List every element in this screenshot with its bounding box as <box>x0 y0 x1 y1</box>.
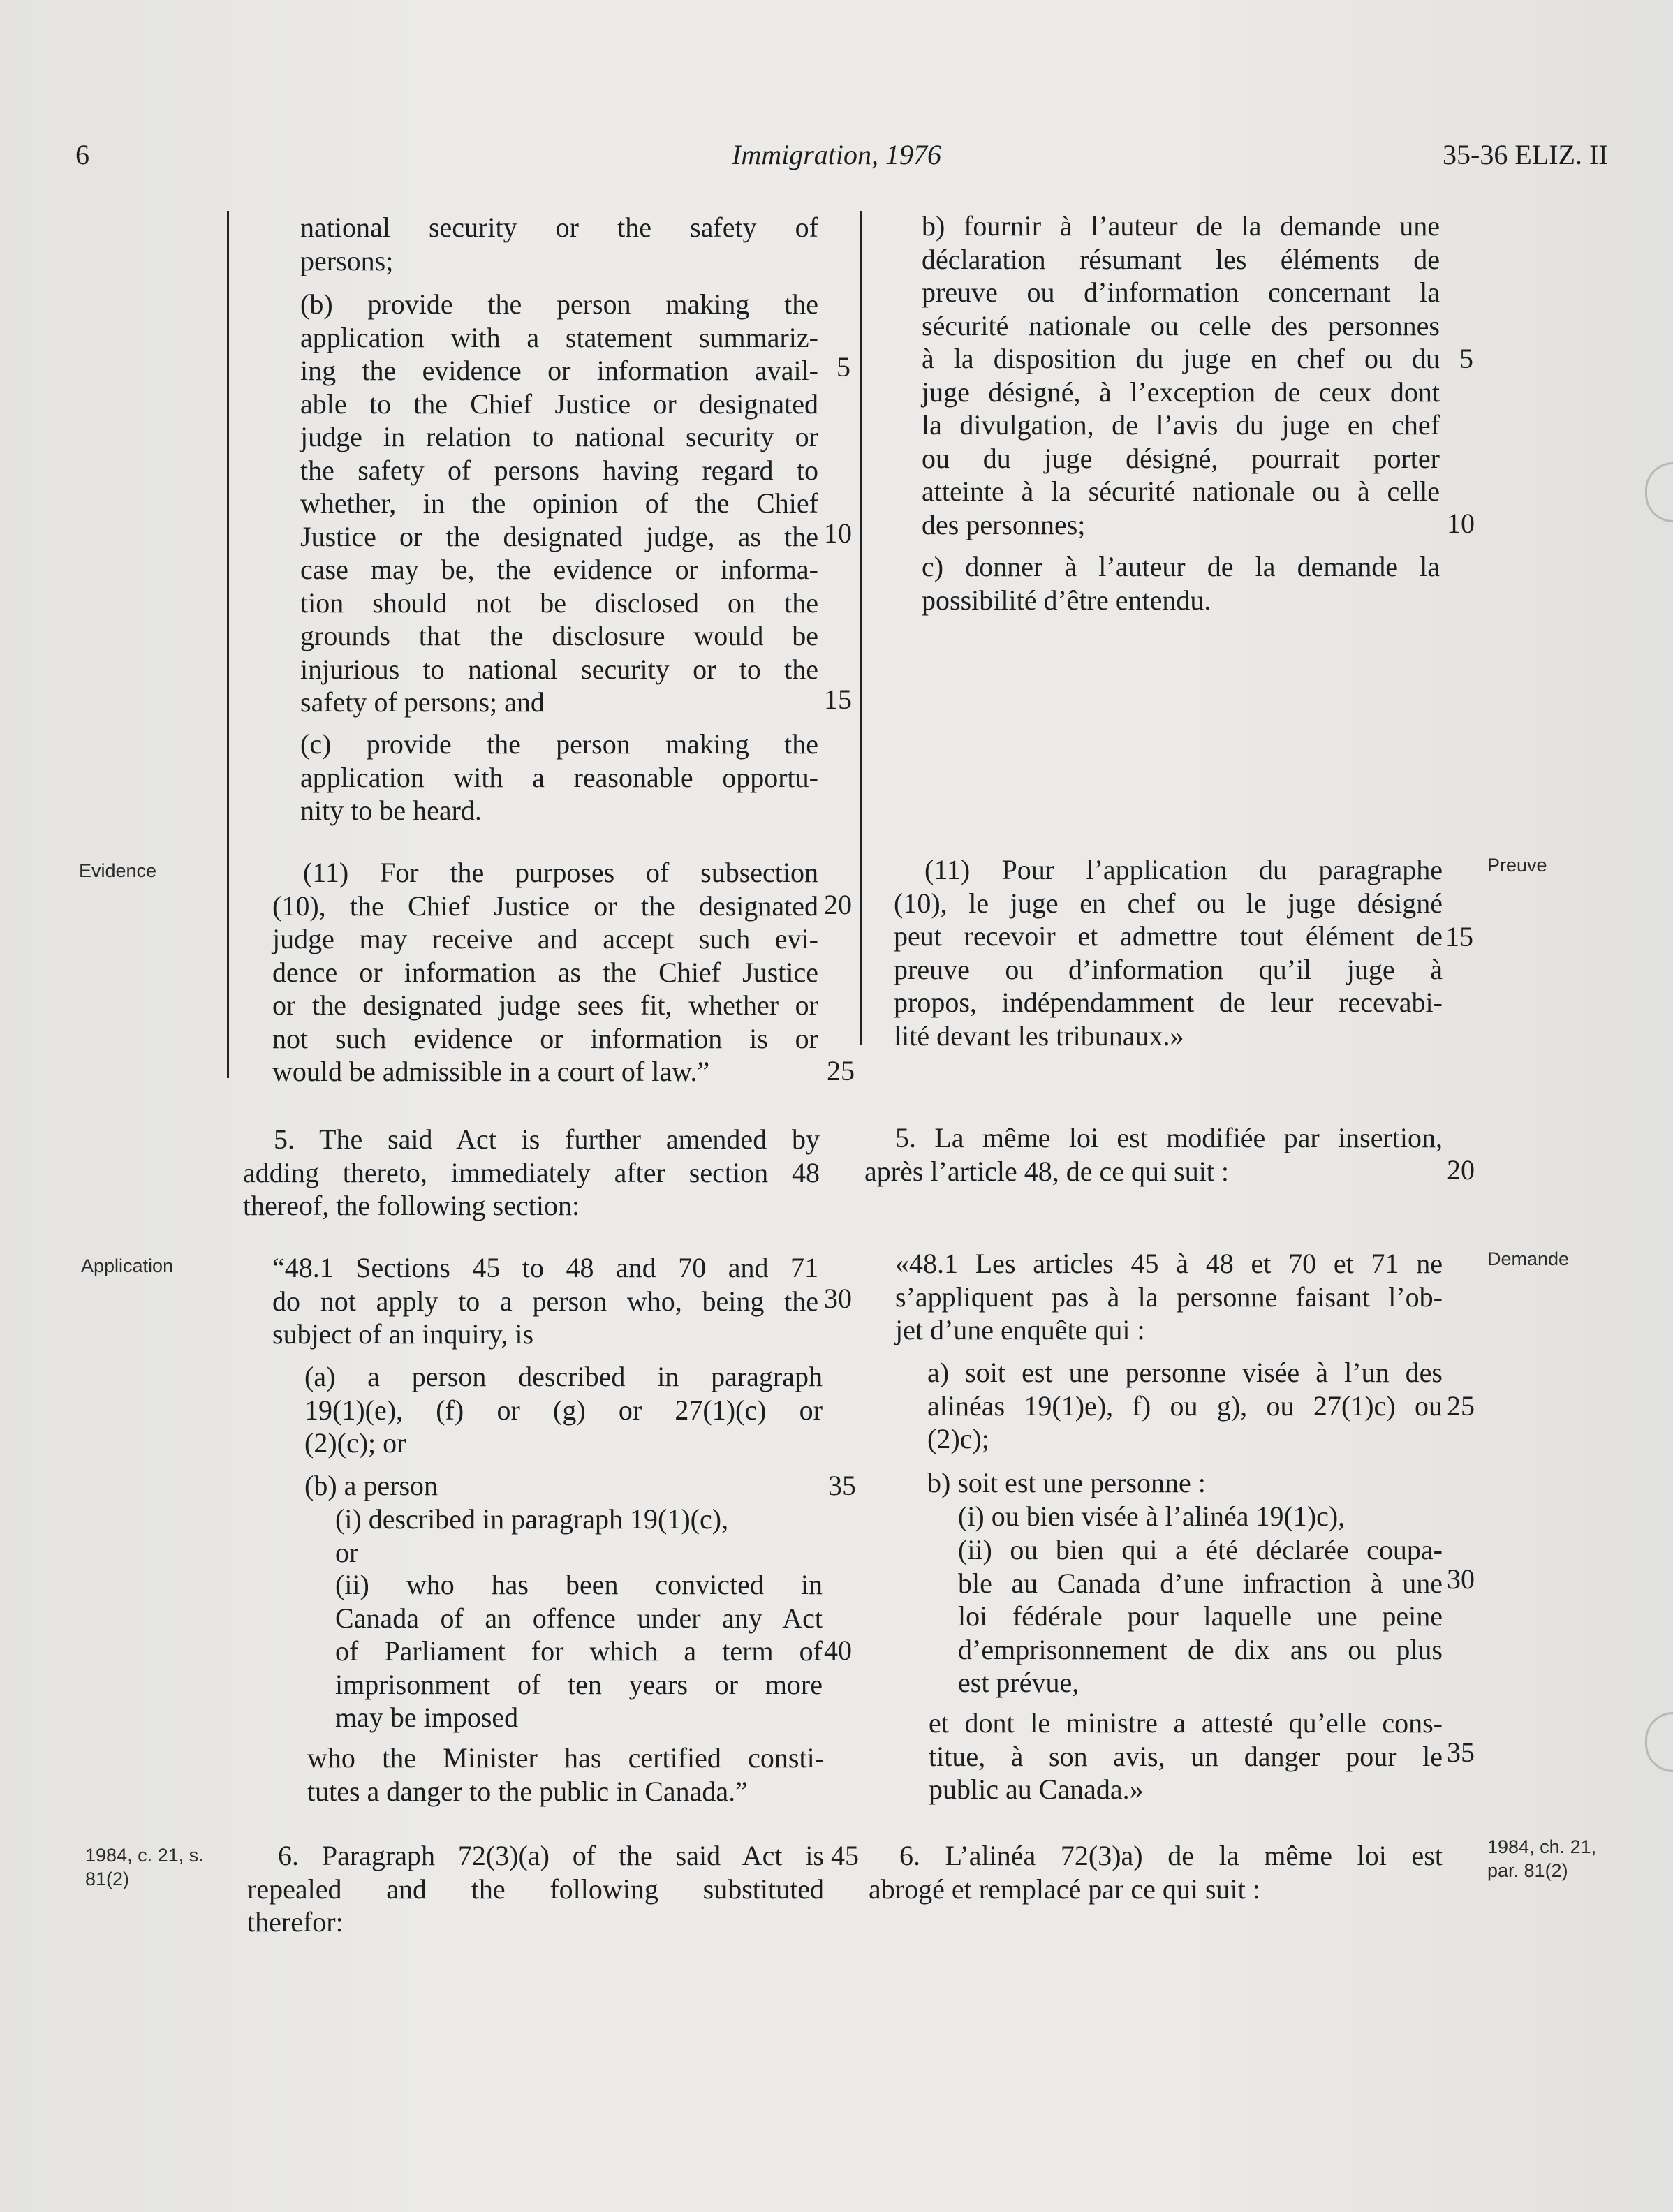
text-line: tutes a danger to the public in Canada.” <box>307 1775 748 1807</box>
text-line: (2)c); <box>927 1423 989 1454</box>
text-line: the safety of persons having regard to <box>300 454 818 486</box>
regnal-year: 35-36 ELIZ. II <box>1443 139 1608 170</box>
en-48-1-a <box>304 1360 823 1460</box>
text-line: (i) described in paragraph 19(1)(c), <box>335 1503 729 1535</box>
text-line: titue, à son avis, un danger pour le <box>929 1740 1443 1772</box>
text-line: des personnes; <box>922 508 1086 540</box>
text-line: 19(1)(e), (f) or (g) or 27(1)(c) or <box>304 1394 823 1426</box>
text-line: nity to be heard. <box>300 795 482 826</box>
text-line: safety of persons; and <box>300 686 545 718</box>
text-line: déclaration résumant les éléments de <box>922 243 1440 275</box>
text-line: judge in relation to national security or <box>300 421 818 452</box>
text-line: preuve ou d’information concernant la <box>922 276 1440 308</box>
text-line: dence or information as the Chief Justice <box>272 956 818 988</box>
fr-section-5 <box>864 1121 1443 1188</box>
text-line: of Parliament for which a term of <box>335 1635 823 1667</box>
text-line: (ii) ou bien qui a été déclarée coupa- <box>958 1534 1443 1565</box>
text-line: (b) provide the person making the <box>300 288 818 320</box>
revision-bar-right <box>860 211 862 1045</box>
line-number: 10 <box>1447 508 1475 539</box>
text-line: s’appliquent pas à la personne faisant l’ob- <box>895 1281 1443 1313</box>
en-paragraph-b <box>300 288 818 719</box>
text-line: à la disposition du juge en chef ou du <box>922 343 1440 374</box>
text-line: juge désigné, à l’exception de ceux dont <box>922 376 1440 408</box>
text-line: persons; <box>300 244 394 276</box>
text-line: grounds that the disclosure would be <box>300 620 818 651</box>
text-line: case may be, the evidence or informa- <box>300 554 818 585</box>
text-line: 6. L’alinéa 72(3)a) de la même loi est <box>899 1840 1443 1871</box>
text-line: (c) provide the person making the <box>300 728 818 760</box>
line-number: 20 <box>1447 1154 1475 1186</box>
text-line: repealed and the following substituted <box>247 1873 824 1905</box>
text-line: ing the evidence or information avail- <box>300 355 818 386</box>
en-section-48-1 <box>272 1251 818 1351</box>
text-line: propos, indépendamment de leur recevabi- <box>894 987 1443 1018</box>
margin-note-preuve: Preuve <box>1487 855 1547 876</box>
text-line: application with a statement summariz- <box>300 321 818 353</box>
text-line: application with a reasonable opportu- <box>300 761 818 793</box>
text-line: whether, in the opinion of the Chief <box>300 487 818 519</box>
line-number: 35 <box>1447 1737 1475 1768</box>
fr-section-48-1 <box>895 1247 1443 1347</box>
text-line: (2)(c); or <box>304 1427 406 1459</box>
text-line: injurious to national security or to the <box>300 653 818 685</box>
text-line: national security or the safety of <box>300 212 818 243</box>
line-number: 5 <box>1459 343 1473 374</box>
text-line: (b) a person <box>304 1470 438 1501</box>
fr-48-1-a <box>927 1356 1443 1456</box>
text-line: (11) For the purposes of subsection <box>303 857 818 888</box>
text-line: d’emprisonnement de dix ans ou plus <box>958 1633 1443 1665</box>
en-subsection-11 <box>272 856 818 1089</box>
text-line: peut recevoir et admettre tout élément de <box>894 920 1443 952</box>
text-line: atteinte à la sécurité nationale ou à celle <box>922 475 1440 507</box>
margin-note-evidence: Evidence <box>79 860 157 881</box>
text-line: (i) ou bien visée à l’alinéa 19(1)c), <box>958 1501 1346 1532</box>
binder-tab-mark <box>1645 462 1673 522</box>
text-line: (10), le juge en chef ou le juge désigné <box>894 887 1443 919</box>
text-line: imprisonment of ten years or more <box>335 1668 823 1700</box>
en-48-1-tail <box>307 1741 824 1808</box>
line-number: 25 <box>827 1055 855 1086</box>
text-line: 6. Paragraph 72(3)(a) of the said Act is <box>278 1840 824 1871</box>
text-line: or the designated judge sees fit, whether or <box>272 989 818 1021</box>
line-number: 45 <box>831 1840 859 1871</box>
text-line: b) fournir à l’auteur de la demande une <box>922 210 1440 242</box>
line-number: 30 <box>1447 1563 1475 1595</box>
text-line: may be imposed <box>335 1702 519 1733</box>
margin-note-citation-en-2: 81(2) <box>85 1868 130 1889</box>
en-48-1-b-ii <box>335 1568 823 1734</box>
fr-section-6 <box>869 1839 1443 1905</box>
text-line: possibilité d’être entendu. <box>922 584 1211 616</box>
text-line: la divulgation, de l’avis du juge en chef <box>922 409 1440 441</box>
text-line: loi fédérale pour laquelle une peine <box>958 1600 1443 1632</box>
text-line: preuve ou d’information qu’il juge à <box>894 953 1443 985</box>
text-line: (11) Pour l’application du paragraphe <box>924 854 1443 885</box>
text-line: sécurité nationale ou celle des personnes <box>922 309 1440 341</box>
fr-subsection-11 <box>894 853 1443 1052</box>
en-section-6 <box>247 1839 824 1939</box>
text-line: 5. La même loi est modifiée par insertion, <box>895 1122 1443 1153</box>
text-line: et dont le ministre a attesté qu’elle cons- <box>929 1707 1443 1739</box>
margin-note-citation-fr-1: 1984, ch. 21, <box>1487 1836 1597 1857</box>
line-number: 30 <box>824 1283 852 1314</box>
fr-48-1-b-ii <box>958 1533 1443 1699</box>
en-section-5 <box>243 1123 820 1223</box>
text-line: «48.1 Les articles 45 à 48 et 70 et 71 ne <box>895 1248 1443 1279</box>
text-line: or <box>335 1536 359 1568</box>
text-line: Canada of an offence under any Act <box>335 1602 823 1634</box>
fr-48-1-b-i <box>958 1500 1443 1533</box>
text-line: public au Canada.» <box>929 1774 1144 1805</box>
text-line: adding thereto, immediately after section 48 <box>243 1156 820 1188</box>
revision-bar-left <box>227 211 229 1078</box>
line-number: 5 <box>836 351 850 383</box>
text-line: ou du juge désigné, pourrait porter <box>922 442 1440 474</box>
binder-tab-mark <box>1645 1712 1673 1772</box>
text-line: 5. The said Act is further amended by <box>274 1123 820 1155</box>
text-line: tion should not be disclosed on the <box>300 587 818 619</box>
margin-note-citation-en-1: 1984, c. 21, s. <box>85 1845 204 1866</box>
text-line: who the Minister has certified consti- <box>307 1742 824 1774</box>
en-48-1-b-i <box>335 1503 823 1569</box>
running-title: Immigration, 1976 <box>732 139 941 170</box>
fr-48-1-tail <box>929 1706 1443 1806</box>
text-line: ble au Canada d’une infraction à une <box>958 1567 1443 1599</box>
text-line: c) donner à l’auteur de la demande la <box>922 551 1440 582</box>
text-line: a) soit est une personne visée à l’un des <box>927 1357 1443 1388</box>
en-paragraph-c <box>300 728 818 827</box>
line-number: 15 <box>1445 921 1473 952</box>
text-line: abrogé et remplacé par ce qui suit : <box>869 1873 1260 1905</box>
text-line: après l’article 48, de ce qui suit : <box>864 1155 1230 1187</box>
en-block-top <box>300 211 818 277</box>
page-number: 6 <box>75 139 89 170</box>
margin-note-application: Application <box>81 1255 174 1276</box>
text-line: do not apply to a person who, being the <box>272 1285 818 1317</box>
text-line: alinéas 19(1)e), f) ou g), ou 27(1)c) ou <box>927 1389 1443 1422</box>
text-line: subject of an inquiry, is <box>272 1318 534 1350</box>
text-line: Justice or the designated judge, as the <box>300 520 818 552</box>
text-line: est prévue, <box>958 1667 1079 1698</box>
text-line: jet d’une enquête qui : <box>895 1314 1145 1345</box>
text-line: (a) a person described in paragraph <box>304 1361 823 1392</box>
margin-note-citation-fr-2: par. 81(2) <box>1487 1860 1568 1881</box>
text-line: (ii) who has been convicted in <box>335 1569 823 1600</box>
line-number: 10 <box>824 517 852 549</box>
text-line: judge may receive and accept such evi- <box>272 923 818 954</box>
line-number: 40 <box>824 1635 852 1666</box>
line-number: 20 <box>824 889 852 920</box>
fr-48-1-b <box>927 1466 1443 1500</box>
text-line: able to the Chief Justice or designated <box>300 388 818 420</box>
text-line: lité devant les tribunaux.» <box>894 1019 1184 1052</box>
text-line: (10), the Chief Justice or the designated <box>272 890 818 922</box>
line-number: 25 <box>1447 1390 1475 1422</box>
text-line: therefor: <box>247 1906 344 1938</box>
en-48-1-b <box>304 1469 823 1503</box>
text-line: not such evidence or information is or <box>272 1022 818 1054</box>
text-line: would be admissible in a court of law.” <box>272 1056 710 1087</box>
text-line: “48.1 Sections 45 to 48 and 70 and 71 <box>272 1252 818 1283</box>
margin-note-demande: Demande <box>1487 1248 1570 1269</box>
line-number: 15 <box>824 684 852 715</box>
fr-paragraph-b <box>922 209 1440 541</box>
text-line: thereof, the following section: <box>243 1190 580 1221</box>
fr-paragraph-c <box>922 550 1440 617</box>
text-line: b) soit est une personne : <box>927 1467 1206 1498</box>
line-number: 35 <box>828 1470 856 1501</box>
